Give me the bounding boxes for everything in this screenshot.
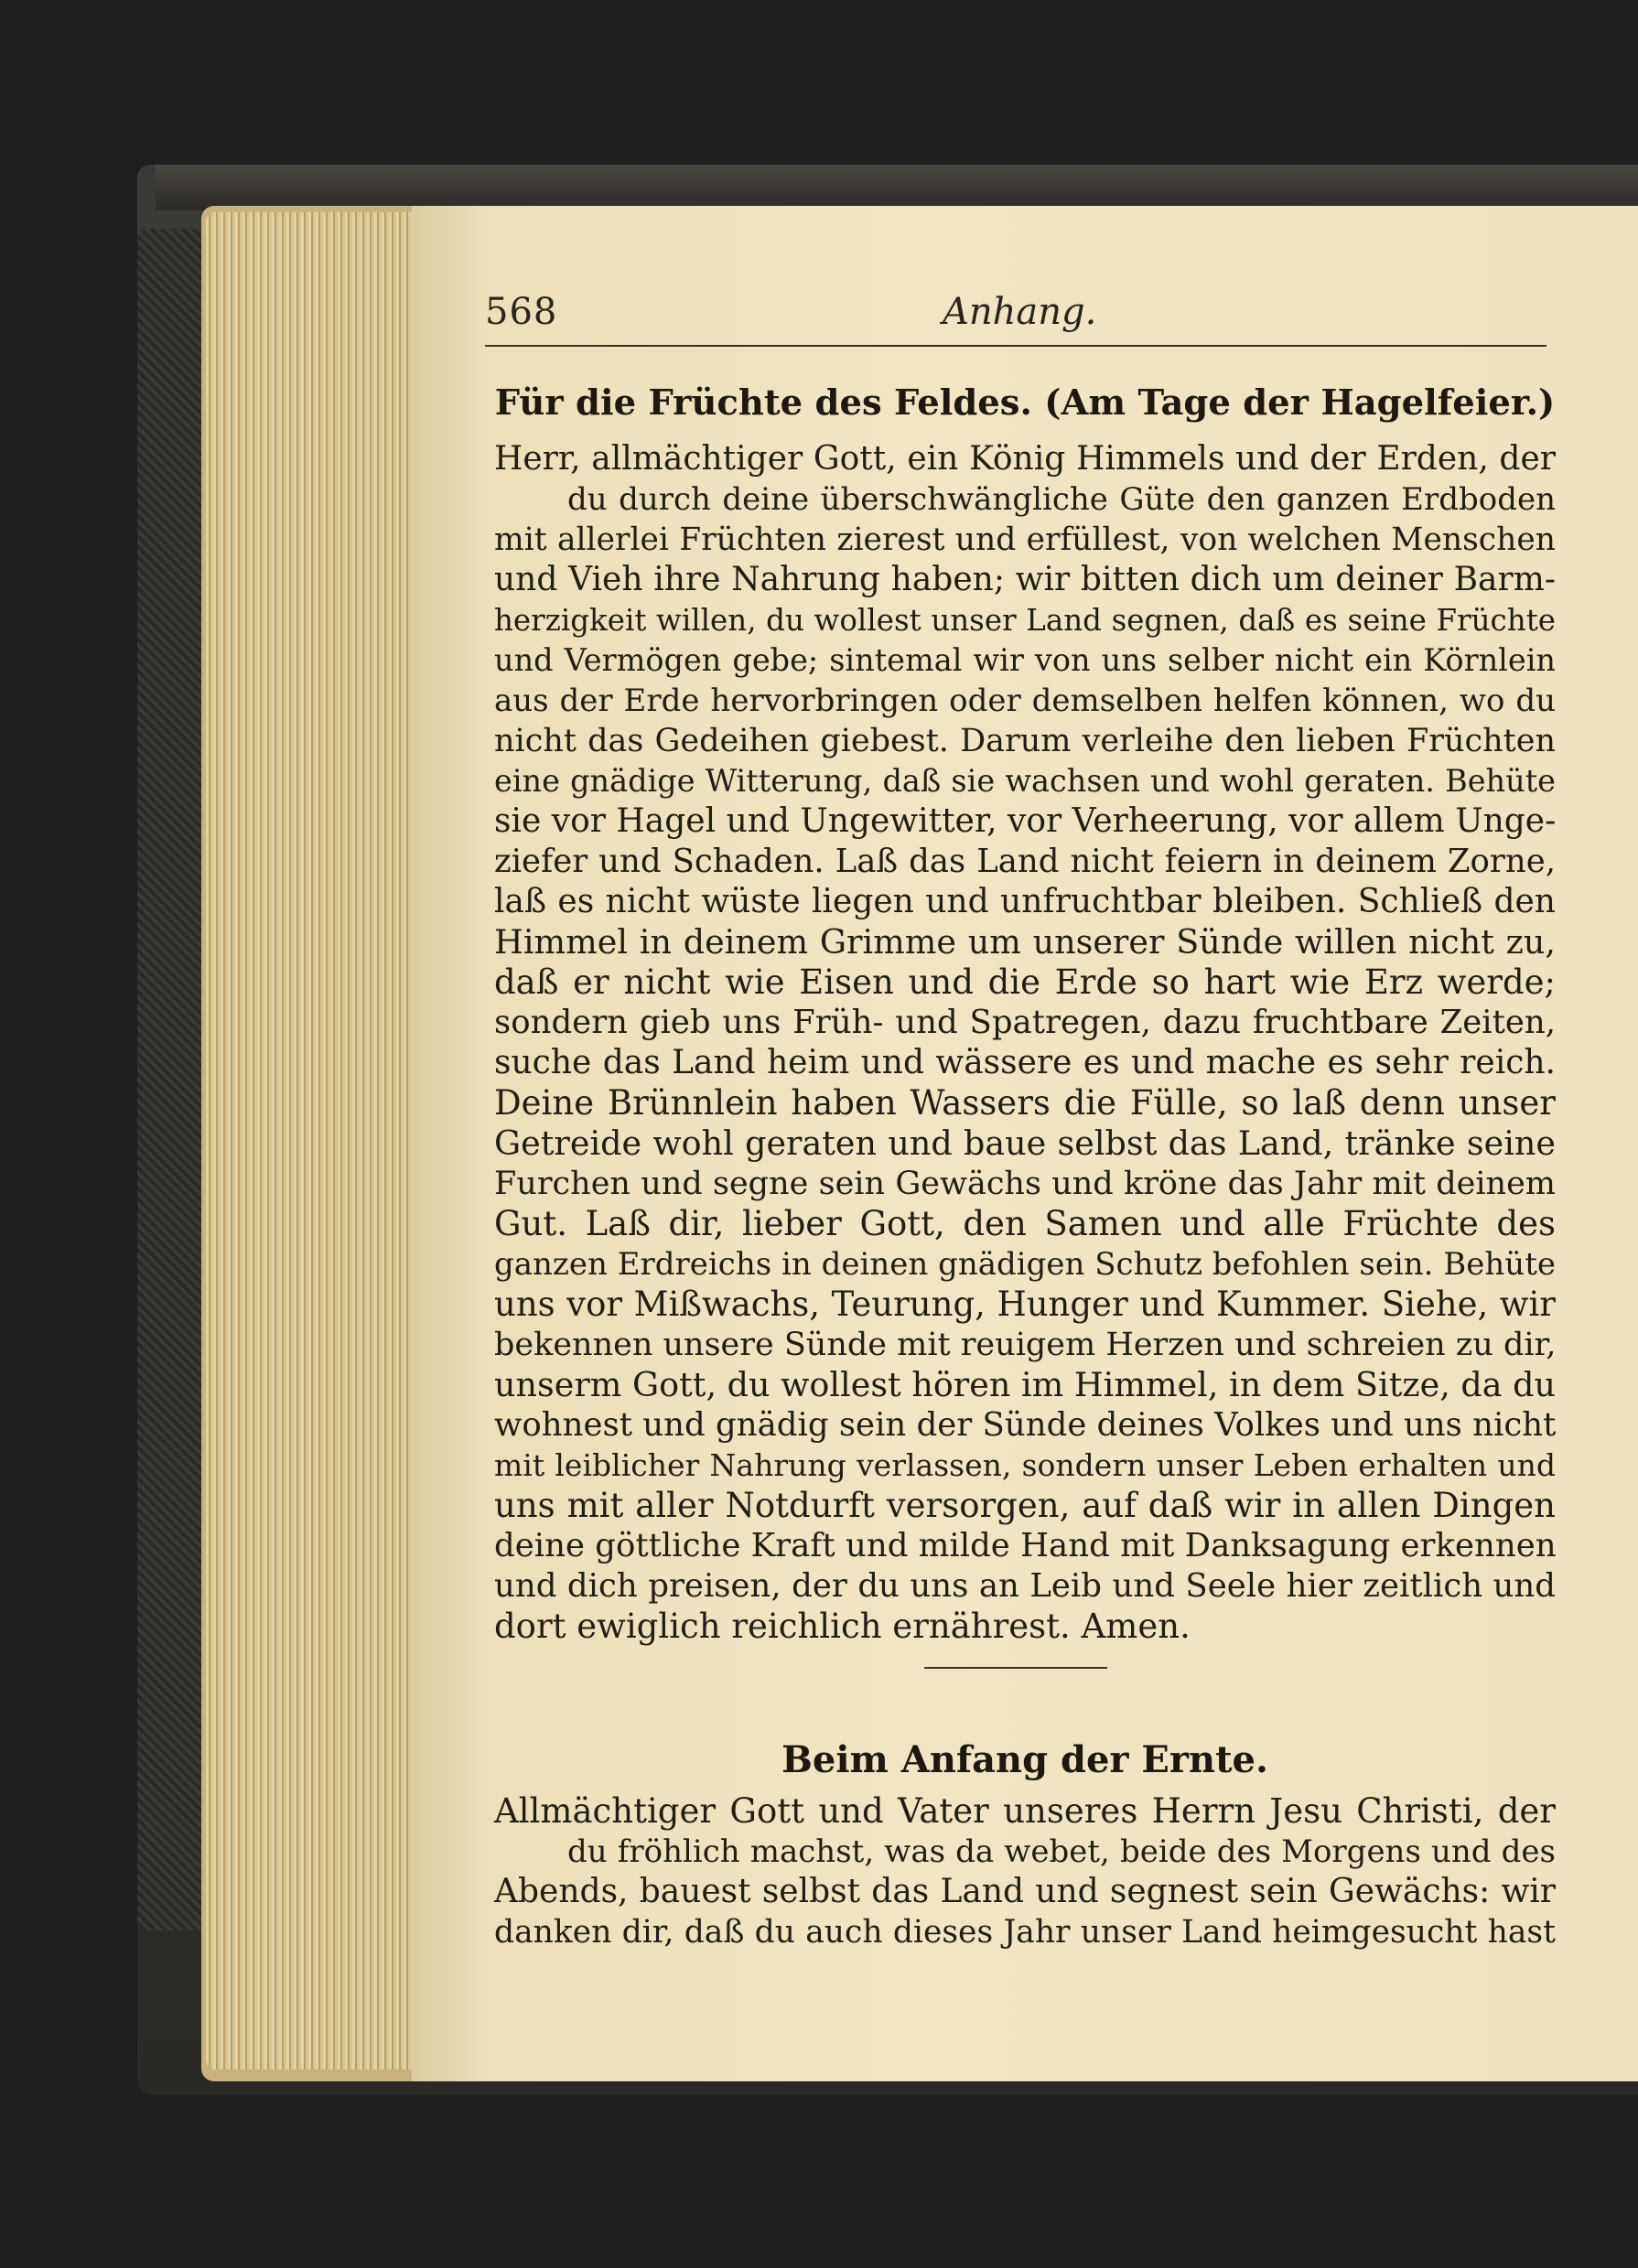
running-title: Anhang.: [943, 291, 1097, 333]
text-line: Herr, allmächtiger Gott, ein König Himmels und der Erden, der: [494, 440, 1556, 478]
text-line: uns mit aller Notdurft versorgen, auf daß wir in allen Dingen: [494, 1486, 1556, 1525]
text-line: daß er nicht wie Eisen und die Erde so hart wie Erz werde;: [494, 962, 1556, 1002]
text-line: unserm Gott, du wollest hören im Himmel, in dem Sitze, da du: [494, 1365, 1556, 1404]
text-line: sondern gieb uns Früh- und Spatregen, dazu fruchtbare Zeiten,: [494, 1004, 1556, 1041]
text-line: Getreide wohl geraten und baue selbst das Land, tränke seine: [494, 1123, 1556, 1163]
text-line: du fröhlich machst, was da webet, beide des Morgens und des: [567, 1833, 1556, 1870]
section-title-harvest-blessing: Für die Früchte des Feldes. (Am Tage der Hagelfeier.): [494, 382, 1556, 424]
text-line: aus der Erde hervorbringen oder demselben helfen können, wo du: [494, 683, 1556, 719]
text-line: sie vor Hagel und Ungewitter, vor Verheerung, vor allem Unge-: [494, 802, 1557, 840]
text-line: und Vieh ihre Nahrung haben; wir bitten dich um deiner Barm-: [494, 561, 1556, 598]
text-line: ganzen Erdreichs in deinen gnädigen Schutz befohlen sein. Behüte: [494, 1246, 1556, 1283]
text-line: nicht das Gedeihen giebest. Darum verleihe den lieben Früchten: [494, 723, 1556, 759]
text-line: Allmächtiger Gott und Vater unseres Herrn Jesu Christi, der: [494, 1791, 1556, 1831]
section-title-harvest-start: Beim Anfang der Ernte.: [781, 1738, 1268, 1781]
text-line: deine göttliche Kraft und milde Hand mit Danksagung erkennen: [494, 1527, 1557, 1564]
text-line: wohnest und gnädig sein der Sünde deines Volkes und uns nicht: [494, 1406, 1557, 1444]
text-line: ziefer und Schaden. Laß das Land nicht feiern in deinem Zorne,: [494, 843, 1556, 880]
text-line: und dich preisen, der du uns an Leib und Seele hier zeitlich und: [494, 1567, 1556, 1605]
text-line: danken dir, daß du auch dieses Jahr unser Land heimgesucht hast: [494, 1914, 1556, 1951]
page-edges: [206, 212, 412, 2069]
text-line: du durch deine überschwängliche Güte den ganzen Erdboden: [567, 481, 1556, 518]
text-line: dort ewiglich reichlich ernährest. Amen.: [494, 1607, 1191, 1646]
text-line: suche das Land heim und wässere es und mache es sehr reich.: [494, 1044, 1556, 1081]
running-head: [485, 291, 1556, 346]
text-line: herzigkeit willen, du wollest unser Land segnen, daß es seine Früchte: [494, 603, 1556, 638]
page-number: 568: [485, 291, 558, 333]
text-line: Furchen und segne sein Gewächs und kröne das Jahr mit deinem: [494, 1166, 1556, 1202]
text-line: und Vermögen gebe; sintemal wir von uns selber nicht ein Körnlein: [494, 642, 1556, 678]
section-divider: [924, 1667, 1107, 1669]
text-line: Gut. Laß dir, lieber Gott, den Samen und alle Früchte des: [494, 1204, 1556, 1243]
header-rule: [485, 345, 1546, 347]
text-line: laß es nicht wüste liegen und unfruchtbar bleiben. Schließ den: [494, 883, 1556, 920]
text-line: Abends, bauest selbst das Land und segnest sein Gewächs: wir: [494, 1873, 1556, 1910]
text-line: mit leiblicher Nahrung verlassen, sondern unser Leben erhalten und: [494, 1447, 1556, 1483]
text-line: uns vor Mißwachs, Teurung, Hunger und Kummer. Siehe, wir: [494, 1284, 1556, 1324]
text-line: Deine Brünnlein haben Wassers die Fülle, so laß denn unser: [494, 1083, 1556, 1123]
text-line: eine gnädige Witterung, daß sie wachsen und wohl geraten. Behüte: [494, 763, 1556, 799]
text-line: bekennen unsere Sünde mit reuigem Herzen und schreien zu dir,: [494, 1327, 1557, 1363]
text-line: Himmel in deinem Grimme um unserer Sünde willen nicht zu,: [494, 922, 1556, 962]
text-line: mit allerlei Früchten zierest und erfüllest, von welchen Menschen: [494, 521, 1556, 558]
cover-top-edge: [156, 165, 1638, 210]
